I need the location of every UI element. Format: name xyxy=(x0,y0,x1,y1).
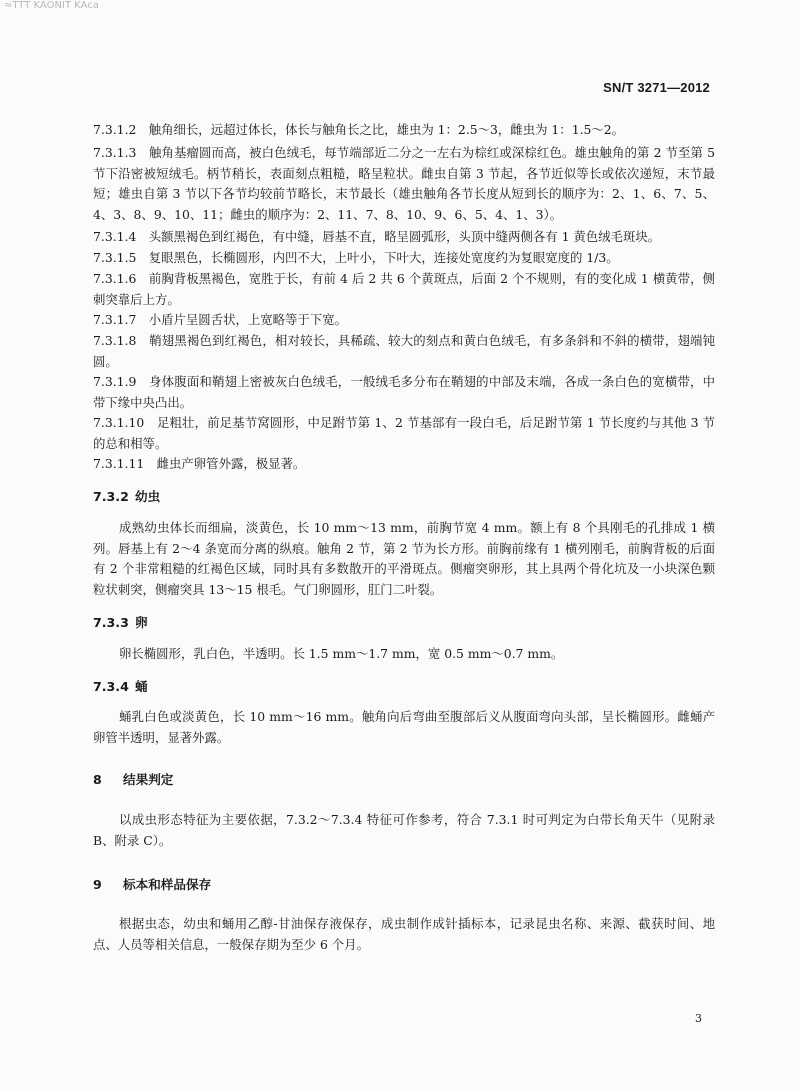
clause-7-3-1-4: 7.3.1.4 头额黑褐色到红褐色，有中缝，唇基不直，略呈圆弧形，头顶中缝两侧各有 1 黄色绒毛斑块。 xyxy=(93,229,661,244)
heading-7-3-2 xyxy=(93,486,160,505)
pupa-paragraph: 蛹乳白色或淡黄色，长 10 mm～16 mm。触角向后弯曲至腹部后义从腹面弯向头部，呈长椭圆形。雌蛹产卵管半透明，显著外露。 xyxy=(93,709,715,745)
clause-7-3-1-7: 7.3.1.7 小盾片呈圆舌状，上宽略等于下宽。 xyxy=(93,312,347,327)
heading-7-3-4 xyxy=(93,676,148,695)
clause-7-3-1-9: 7.3.1.9 身体腹面和鞘翅上密被灰白色绒毛，一般绒毛多分布在鞘翅的中部及末端，各成一条白色的宽横带，中带下缘中央凸出。 xyxy=(93,374,715,410)
watermark-text: ≈TTT KAONIT KAca xyxy=(4,0,99,11)
clause-7-3-1-2: 7.3.1.2 触角细长，远超过体长，体长与触角长之比，雄虫为 1：2.5～3，雌虫为 1：1.5～2。 xyxy=(93,122,625,137)
heading-number: 7.3.3 xyxy=(93,615,129,630)
clause-7-3-1-3: 7.3.1.3 触角基瘤圆而高，被白色绒毛，每节端部近二分之一左右为棕红或深棕红色。雄虫触角的第 2 节至第 5 节下沿密被短绒毛。柄节稍长，表面刻点粗糙，略呈粒状。雌虫自第 3 节起，各节近似等长或依次递短，末节最短；雄虫自第 3 节以下各节均较前节略长，末节最长（雄虫触角各节长度从短到长的顺序为：2、1、6、7、5、4、3、8、9、10、11；雌虫的顺序为：2、11、7、8、10、9、6、5、4、1、3）。 xyxy=(93,145,715,222)
clause-7-3-1-5: 7.3.1.5 复眼黑色，长椭圆形，内凹不大，上叶小，下叶大，连接处宽度约为复眼宽度的 1/3。 xyxy=(93,250,619,265)
heading-title: 标本和样品保存 xyxy=(123,877,212,892)
heading-8 xyxy=(93,769,173,788)
clause-7-3-1-11: 7.3.1.11 雌虫产卵管外露，极显著。 xyxy=(93,456,306,471)
clause-7-3-1-8: 7.3.1.8 鞘翅黑褐色到红褐色，相对较长，具稀疏、较大的刻点和黄白色绒毛，有多条斜和不斜的横带，翅端钝圆。 xyxy=(93,333,715,369)
larva-paragraph: 成熟幼虫体长而细扁，淡黄色，长 10 mm～13 mm，前胸节宽 4 mm。额上有 8 个具刚毛的孔排成 1 横列。唇基上有 2～4 条宽而分离的纵痕。触角 2 节，第 2 节为长方形。前胸前缘有 1 横列刚毛，前胸背板的后面有 2 个非常粗糙的红褐色区域，同时具有多数散开的平滑斑点。侧瘤突卵形，其上具两个骨化坑及一小块深色颗粒状刺突，侧瘤突具 13～15 根毛。气门卵圆形，肛门二叶裂。 xyxy=(93,520,715,597)
judgment-paragraph: 以成虫形态特征为主要依据，7.3.2～7.3.4 特征可作参考，符合 7.3.1 时可判定为白带长角天牛（见附录 B、附录 C）。 xyxy=(93,812,715,848)
heading-title: 幼虫 xyxy=(135,489,161,504)
standard-code: SN/T 3271—2012 xyxy=(603,80,710,95)
page-number: 3 xyxy=(695,1012,702,1025)
clause-7-3-1-6: 7.3.1.6 前胸背板黑褐色，宽胜于长，有前 4 后 2 共 6 个黄斑点，后面 2 个不规则，有的变化成 1 横黄带，侧刺突靠后上方。 xyxy=(93,271,715,307)
heading-9 xyxy=(93,874,211,893)
heading-number: 7.3.2 xyxy=(93,489,129,504)
egg-paragraph: 卵长椭圆形，乳白色，半透明。长 1.5 mm～1.7 mm，宽 0.5 mm～0.7 mm。 xyxy=(119,646,564,661)
heading-number: 9 xyxy=(93,877,102,892)
heading-7-3-3 xyxy=(93,612,148,631)
heading-title: 蛹 xyxy=(135,679,148,694)
heading-title: 结果判定 xyxy=(123,772,174,787)
clause-7-3-1-10: 7.3.1.10 足粗壮，前足基节窝圆形，中足跗节第 1、2 节基部有一段白毛，后足跗节第 1 节长度约与其他 3 节的总和相等。 xyxy=(93,415,715,451)
heading-number: 7.3.4 xyxy=(93,679,129,694)
heading-title: 卵 xyxy=(135,615,148,630)
heading-number: 8 xyxy=(93,772,102,787)
storage-paragraph: 根据虫态，幼虫和蛹用乙醇-甘油保存液保存，成虫制作成针插标本，记录昆虫名称、来源、截获时间、地点、人员等相关信息，一般保存期为至少 6 个月。 xyxy=(93,916,715,952)
